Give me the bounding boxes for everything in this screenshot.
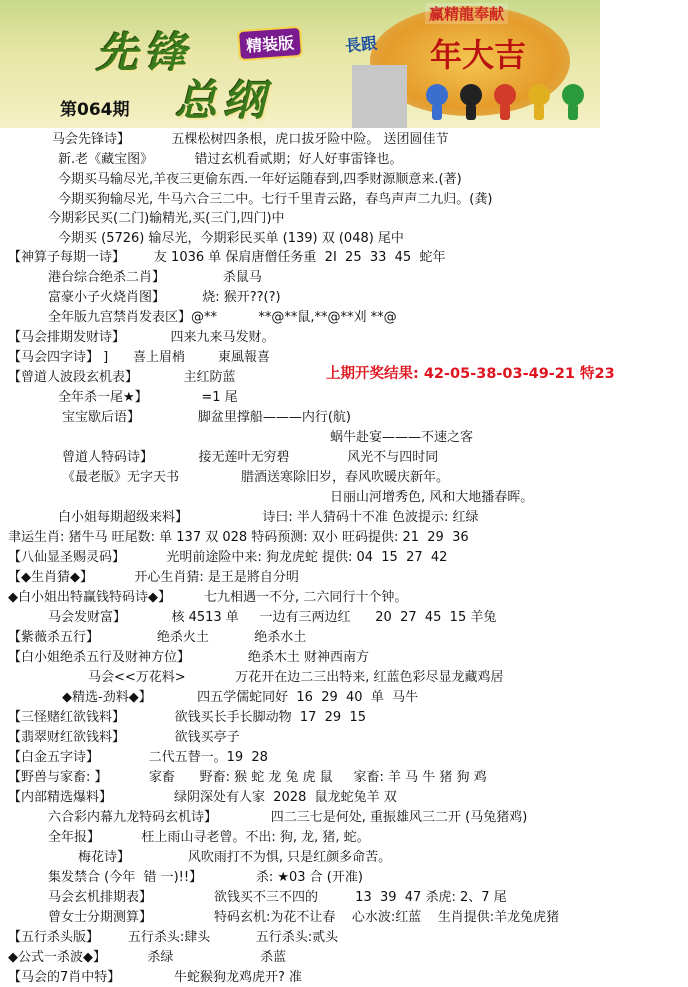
content-line: 【◆生肖猜◆】 开心生肖猜: 是王是將自分明 <box>8 570 299 585</box>
content-line: 全年报】 枉上雨山寻老曾。不出: 狗, 龙, 猪, 蛇。 <box>48 830 370 845</box>
mascot-red <box>494 84 516 106</box>
content-line: 【八仙显圣赐灵码】 光明前途险中来: 狗龙虎蛇 提供: 04 15 27 42 <box>8 550 448 565</box>
content-line: 马会发财富】 核 4513 单 一边有三两边红 20 27 45 15 羊兔 <box>48 610 497 625</box>
content-line: 【神算子每期一诗】 友 1036 单 保肩唐僧任务重 2I 25 33 45 蛇年 <box>8 250 446 265</box>
content-line: 宝宝歇后语】 脚盆里撑船———内行(航) <box>62 410 351 425</box>
new-year-text: 年大吉 <box>430 36 527 74</box>
mascot-black <box>460 84 482 106</box>
content-line: 富豪小子火烧肖图】 烧: 猴开??(?) <box>48 290 281 305</box>
content-line: 马会<<万花料> 万花开在边二三出特来, 红蓝色彩尽显龙藏鸡居 <box>88 670 504 685</box>
content-line: 【五行杀头版】 五行杀头:肆头 五行杀头:贰头 <box>8 930 339 945</box>
content-line: ◆公式一杀波◆】 杀绿 杀蓝 <box>8 950 287 965</box>
content-line: 曾女士分期测算】 特码玄机:为花不让春 心水波:红蓝 生肖提供:羊龙兔虎猪 <box>48 910 560 925</box>
content-line: 【马会四字诗】 ] 喜上眉梢 東風報喜 <box>8 350 271 365</box>
content-line: 【曾道人波段玄机表】 主红防蓝 <box>8 370 236 385</box>
banner-title-top: 先锋 <box>96 28 193 77</box>
last-draw-result: 上期开奖结果: 42-05-38-03-49-21 特23 <box>326 366 615 382</box>
content-line: 马会先锋诗】 五棵松树四条根，虎口拔牙险中险。 送团圆佳节 <box>52 132 449 147</box>
content-line: 曾道人特码诗】 接无莲叶无穷碧 风光不与四时同 <box>62 450 439 465</box>
tagline: 赢精龍奉献 <box>425 3 508 24</box>
mascot-green <box>562 84 584 106</box>
content-line: 今期买马输尽光,羊夜三更偷东西.一年好运随春到,四季财源顺意来.(著) <box>58 172 462 187</box>
content-line: ◆白小姐出特赢钱特码诗◆】 七九相遇一不分, 二六同行十个钟。 <box>8 590 408 605</box>
issue-number: 第064期 <box>60 100 130 120</box>
grey-placeholder-box <box>352 65 407 128</box>
content-line: 【野兽与家畜: 】 家畜 野畜: 猴 蛇 龙 兔 虎 鼠 家畜: 羊 马 牛 猪 狗 鸡 <box>8 770 487 785</box>
content-line: 【紫薇杀五行】 绝杀火土 绝杀水土 <box>8 630 307 645</box>
mascot-figures <box>420 84 600 124</box>
content-line: 【马会的7肖中特】 牛蛇猴狗龙鸡虎开? 准 <box>8 970 303 985</box>
content-line: 新.老《藏宝图》 错过玄机看贰期；好人好事雷锋也。 <box>58 152 403 167</box>
mascot-yellow <box>528 84 550 106</box>
content-line: 全年版九宫禁肖发表区】@** **@**鼠,**@**刈 **@ <box>48 310 397 325</box>
content-line: 蜗牛赴宴———不速之客 <box>330 430 474 445</box>
banner-title-bottom: 总纲 <box>175 76 272 125</box>
content-line: ◆精选-劲料◆】 四五学儒蛇同好 16 29 40 单 马牛 <box>62 690 419 705</box>
content-line: 白小姐每期超级来料】 诗曰: 半人猜码十不准 色波提示: 红绿 <box>58 510 479 525</box>
content-line: 六合彩内幕九龙特码玄机诗】 四二三七是何处, 重振雄风三二开 (马兔猪鸡) <box>48 810 528 825</box>
content-line: 【内部精选爆料】 绿阴深处有人家 2028 鼠龙蛇兔羊 双 <box>8 790 397 805</box>
content-line: 今期彩民买(二门)输精光,买(三门,四门)中 <box>48 211 285 226</box>
follow-label: 長跟 <box>344 33 379 56</box>
content-line: 今期买 (5726) 输尽光，今期彩民买单 (139) 双 (048) 尾中 <box>58 231 404 246</box>
content-line: 马会玄机排期表】 欲钱买不三不四的 13 39 47 杀虎: 2、7 尾 <box>48 890 507 905</box>
content-line: 全年杀一尾★】 =1 尾 <box>58 390 238 405</box>
content-line: 今期买狗输尽光, 牛马六合三二中。七行千里青云路，春鸟声声二九归。(龚) <box>58 192 493 207</box>
content-line: 聿运生肖: 猪牛马 旺尾数: 单 137 双 028 特码预测: 双小 旺码提供: 21 29 36 <box>8 530 469 545</box>
mascot-blue <box>426 84 448 106</box>
content-line: 《最老版》无字天书 腊酒送寒除旧岁，春风吹暖庆新年。 <box>62 470 449 485</box>
content-line: 集发禁合 (今年 错 一)!!】 杀: ★03 合 (开准) <box>48 870 363 885</box>
content-line: 梅花诗】 风吹雨打不为惧, 只是红颜多命苦。 <box>78 850 392 865</box>
content-line: 【马会排期发财诗】 四来九来马发财。 <box>8 330 275 345</box>
content-line: 【翡翠财红欲钱料】 欲钱买亭子 <box>8 730 240 745</box>
edition-badge: 精装版 <box>237 26 303 61</box>
content-line: 【三怪赌红欲钱料】 欲钱买长手长脚动物 17 29 15 <box>8 710 367 725</box>
content-line: 港台综合绝杀二肖】 杀鼠马 <box>48 270 262 285</box>
content-line: 【白小姐绝杀五行及财神方位】 绝杀木土 财神西南方 <box>8 650 369 665</box>
content-line: 【白金五字诗】 二代五替一。19 28 <box>8 750 268 765</box>
content-line: 日丽山河增秀色, 风和大地播春晖。 <box>330 490 534 505</box>
